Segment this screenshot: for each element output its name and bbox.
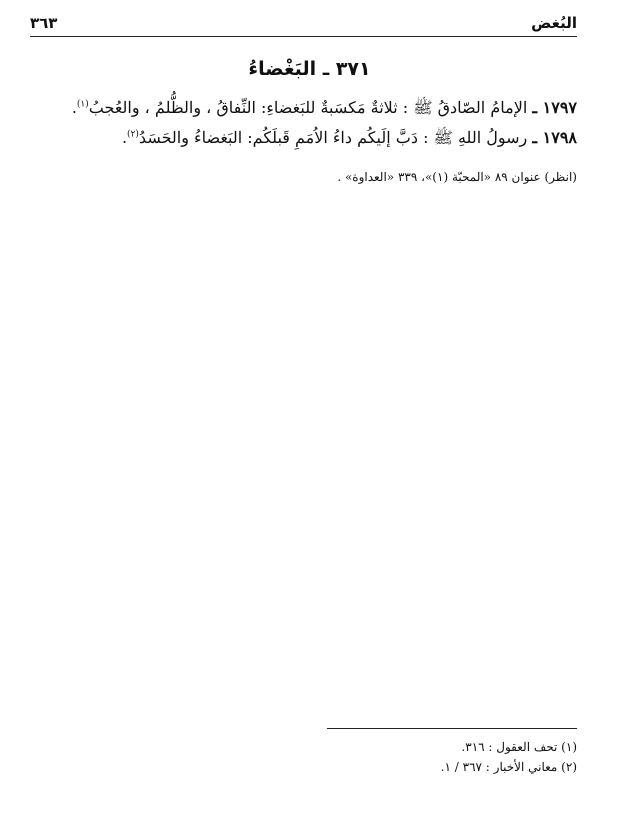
hadith-end: . [121, 128, 128, 147]
hadith-number: ١٧٩٨ ـ [532, 128, 577, 147]
header-rule [30, 36, 577, 37]
running-header-title: البُغض [531, 14, 577, 32]
hadith-end: . [71, 98, 77, 117]
footnote-1: (١) تحف العقول : ٣١٦. [461, 740, 577, 754]
hadith-1798 [30, 128, 577, 151]
footnote-ref: (١) [76, 99, 89, 110]
see-also-note: (انظر) عنوان ٨٩ «المحبّة (١)»، ٣٣٩ «العداوة» . [337, 170, 577, 184]
running-header [30, 14, 577, 36]
hadith-text: رسولُ اللهِ ﷺ : دَبَّ إلَيكُم داءُ الاُمَمِ قَبلَكُم: البَغضاءُ والحَسَدُ [138, 128, 528, 147]
footnote-rule [327, 728, 577, 729]
hadith-text: الإمامُ الصّادقُ ﷺ : ثلاثةٌ مَكسَبةٌ للبَغضاءِ: النِّفاقُ ، والظُّلمُ ، والعُجبُ [88, 98, 528, 117]
section-heading: ٣٧١ ـ البَغْضاءُ [248, 58, 371, 80]
footnote-ref: (٢) [127, 129, 139, 140]
hadith-1797 [30, 98, 577, 121]
hadith-number: ١٧٩٧ ـ [532, 98, 577, 117]
page-number: ٣٦٣ [30, 14, 58, 32]
footnote-2: (٢) معاني الأخبار : ٣٦٧ / ١. [440, 760, 577, 774]
